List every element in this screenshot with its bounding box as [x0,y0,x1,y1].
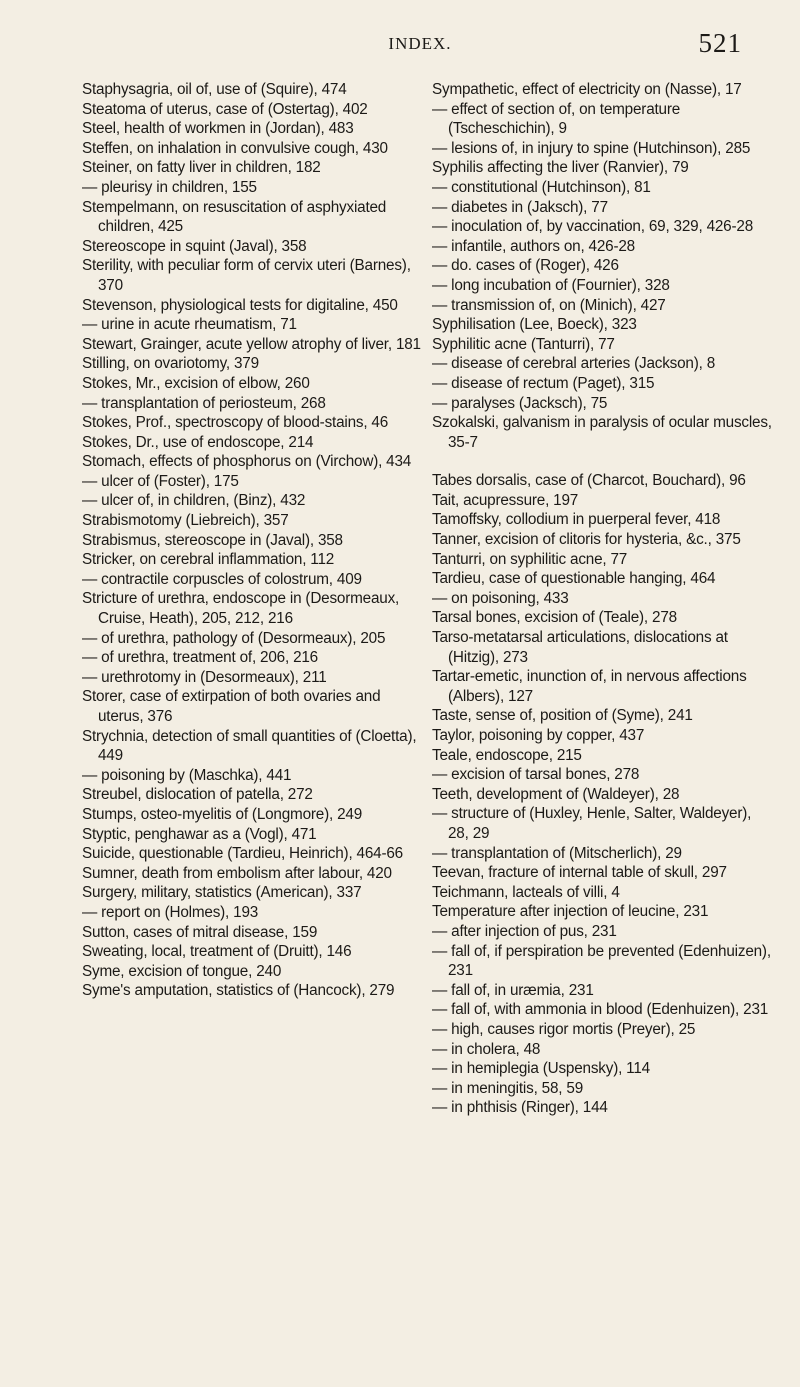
running-header: INDEX. [388,34,452,53]
index-entry: — inoculation of, by vaccination, 69, 329, 426-28 [432,218,753,236]
index-entry: Streubel, dislocation of patella, 272 [82,786,313,804]
index-entry: — on poisoning, 433 [432,589,569,607]
index-entry: Tarso-metatarsal articulations, dislocations at (Hitzig), 273 [432,629,728,666]
index-entry: — contractile corpuscles of colostrum, 409 [82,570,362,588]
index-entry: Temperature after injection of leucine, 231 [432,903,709,921]
index-entry: — of urethra, pathology of (Desormeaux), 205 [82,629,386,647]
index-entry: — report on (Holmes), 193 [82,903,259,921]
index-entry: Tanner, excision of clitoris for hysteria, &c., 375 [432,531,741,549]
right-column [432,80,772,1118]
index-entry: — poisoning by (Maschka), 441 [82,766,292,784]
index-entry: — infantile, authors on, 426-28 [432,237,635,255]
index-entry: — pleurisy in children, 155 [82,178,257,196]
index-entry: Tardieu, case of questionable hanging, 464 [432,570,716,588]
index-entry: — long incubation of (Fournier), 328 [432,276,670,294]
index-entry: Sweating, local, treatment of (Druitt), 146 [82,943,352,961]
index-entry: — disease of rectum (Paget), 315 [432,374,655,392]
index-entry: — in phthisis (Ringer), 144 [432,1099,608,1117]
index-entry: Stokes, Dr., use of endoscope, 214 [82,433,314,451]
index-entry: Tarsal bones, excision of (Teale), 278 [432,609,677,627]
index-entry: Steffen, on inhalation in convulsive cough, 430 [82,139,388,157]
index-entry: Syphilis affecting the liver (Ranvier), 79 [432,159,689,177]
index-entry: Sterility, with peculiar form of cervix uteri (Barnes), 370 [82,257,411,294]
index-entry: Stokes, Prof., spectroscopy of blood-stains, 46 [82,414,389,432]
index-entry: Strabismus, stereoscope in (Javal), 358 [82,531,343,549]
index-entry: Steel, health of workmen in (Jordan), 483 [82,120,354,138]
index-entry: — in cholera, 48 [432,1040,541,1058]
index-entry: — ulcer of, in children, (Binz), 432 [82,492,306,510]
index-entry: Stricture of urethra, endoscope in (Desormeaux, Cruise, Heath), 205, 212, 216 [82,590,400,628]
index-entry: Stereoscope in squint (Javal), 358 [82,237,307,255]
index-entry: Storer, case of extirpation of both ovaries and uterus, 376 [82,688,381,725]
index-entry: — in hemiplegia (Uspensky), 114 [432,1060,650,1078]
index-entry: Stewart, Grainger, acute yellow atrophy of liver, 181 [82,335,421,353]
index-entry: Tamoffsky, collodium in puerperal fever, 418 [432,511,721,529]
index-entry: Steatoma of uterus, case of (Ostertag), 402 [82,100,368,118]
index-entry: Strychnia, detection of small quantities of (Cloetta), 449 [82,727,417,765]
index-entry: — disease of cerebral arteries (Jackson), 8 [432,355,716,373]
index-entry: Stempelmann, on resuscitation of asphyxiated children, 425 [82,198,387,236]
index-entry: Stilling, on ovariotomy, 379 [82,355,259,373]
index-entry: Teeth, development of (Waldeyer), 28 [432,785,680,803]
index-entry: — urethrotomy in (Desormeaux), 211 [82,668,327,686]
index-entry: — lesions of, in injury to spine (Hutchinson), 285 [432,139,751,157]
index-entry: Tartar-emetic, inunction of, in nervous affections (Albers), 127 [432,668,747,705]
index-entry: — ulcer of (Foster), 175 [82,472,239,490]
index-entry: Stricker, on cerebral inflammation, 112 [82,551,335,569]
left-column [82,80,422,1001]
index-entry: Syphilisation (Lee, Boeck), 323 [432,316,637,334]
index-entry: Steiner, on fatty liver in children, 182 [82,159,321,177]
index-entry: Tanturri, on syphilitic acne, 77 [432,550,628,568]
index-entry: Strabismotomy (Liebreich), 357 [82,512,289,530]
index-entry: — in meningitis, 58, 59 [432,1079,583,1097]
index-entry: — of urethra, treatment of, 206, 216 [82,649,318,667]
index-entry: Surgery, military, statistics (American), 337 [82,884,362,902]
index-entry: Szokalski, galvanism in paralysis of ocular muscles, 35-7 [432,414,772,451]
index-entry: Staphysagria, oil of, use of (Squire), 474 [82,81,347,98]
index-entry: Suicide, questionable (Tardieu, Heinrich), 464-66 [82,845,403,863]
index-entry: Syphilitic acne (Tanturri), 77 [432,335,615,353]
index-entry: — excision of tarsal bones, 278 [432,766,640,784]
index-entry: Teevan, fracture of internal table of skull, 297 [432,864,727,882]
index-entry: — paralyses (Jacksch), 75 [432,394,608,412]
index-entry: Taste, sense of, position of (Syme), 241 [432,707,693,725]
index-entry: Teale, endoscope, 215 [432,746,582,764]
index-entry: — fall of, with ammonia in blood (Edenhuizen), 231 [432,1001,769,1019]
index-entry: Syme's amputation, statistics of (Hancock), 279 [82,982,395,1000]
index-entry: Stokes, Mr., excision of elbow, 260 [82,374,310,392]
index-entry: — transmission of, on (Minich), 427 [432,296,666,314]
index-entry: Tabes dorsalis, case of (Charcot, Bouchard), 96 [432,472,746,490]
index-entry: — high, causes rigor mortis (Preyer), 25 [432,1020,696,1038]
index-entry: — urine in acute rheumatism, 71 [82,316,297,334]
index-entry: Sutton, cases of mitral disease, 159 [82,923,318,941]
index-entry: Stumps, osteo-myelitis of (Longmore), 249 [82,805,363,823]
index-entry: Styptic, penghawar as a (Vogl), 471 [82,825,317,843]
index-entry: — do. cases of (Roger), 426 [432,257,619,275]
index-entry: — fall of, in uræmia, 231 [432,981,594,999]
index-entry: — transplantation of periosteum, 268 [82,394,326,412]
index-entry: Sympathetic, effect of electricity on (Nasse), 17 [432,81,742,98]
index-entry: — diabetes in (Jaksch), 77 [432,198,608,216]
index-entry: Teichmann, lacteals of villi, 4 [432,883,620,901]
index-entry: — effect of section of, on temperature (Tscheschichin), 9 [432,100,681,138]
index-entry: — after injection of pus, 231 [432,922,617,940]
index-entry: Tait, acupressure, 197 [432,491,579,509]
index-entry: — transplantation of (Mitscherlich), 29 [432,844,682,862]
index-entry: Stevenson, physiological tests for digitaline, 450 [82,296,398,314]
index-entry: — fall of, if perspiration be prevented (Edenhuizen), 231 [432,942,771,980]
page-number: 521 [698,28,742,58]
index-entry: — constitutional (Hutchinson), 81 [432,178,651,196]
index-entry: Taylor, poisoning by copper, 437 [432,727,645,744]
index-entry: Sumner, death from embolism after labour, 420 [82,864,392,882]
index-entry: — structure of (Huxley, Henle, Salter, Waldeyer), 28, 29 [432,805,752,842]
index-entry: Stomach, effects of phosphorus on (Virchow), 434 [82,453,412,471]
index-entry: Syme, excision of tongue, 240 [82,962,282,980]
